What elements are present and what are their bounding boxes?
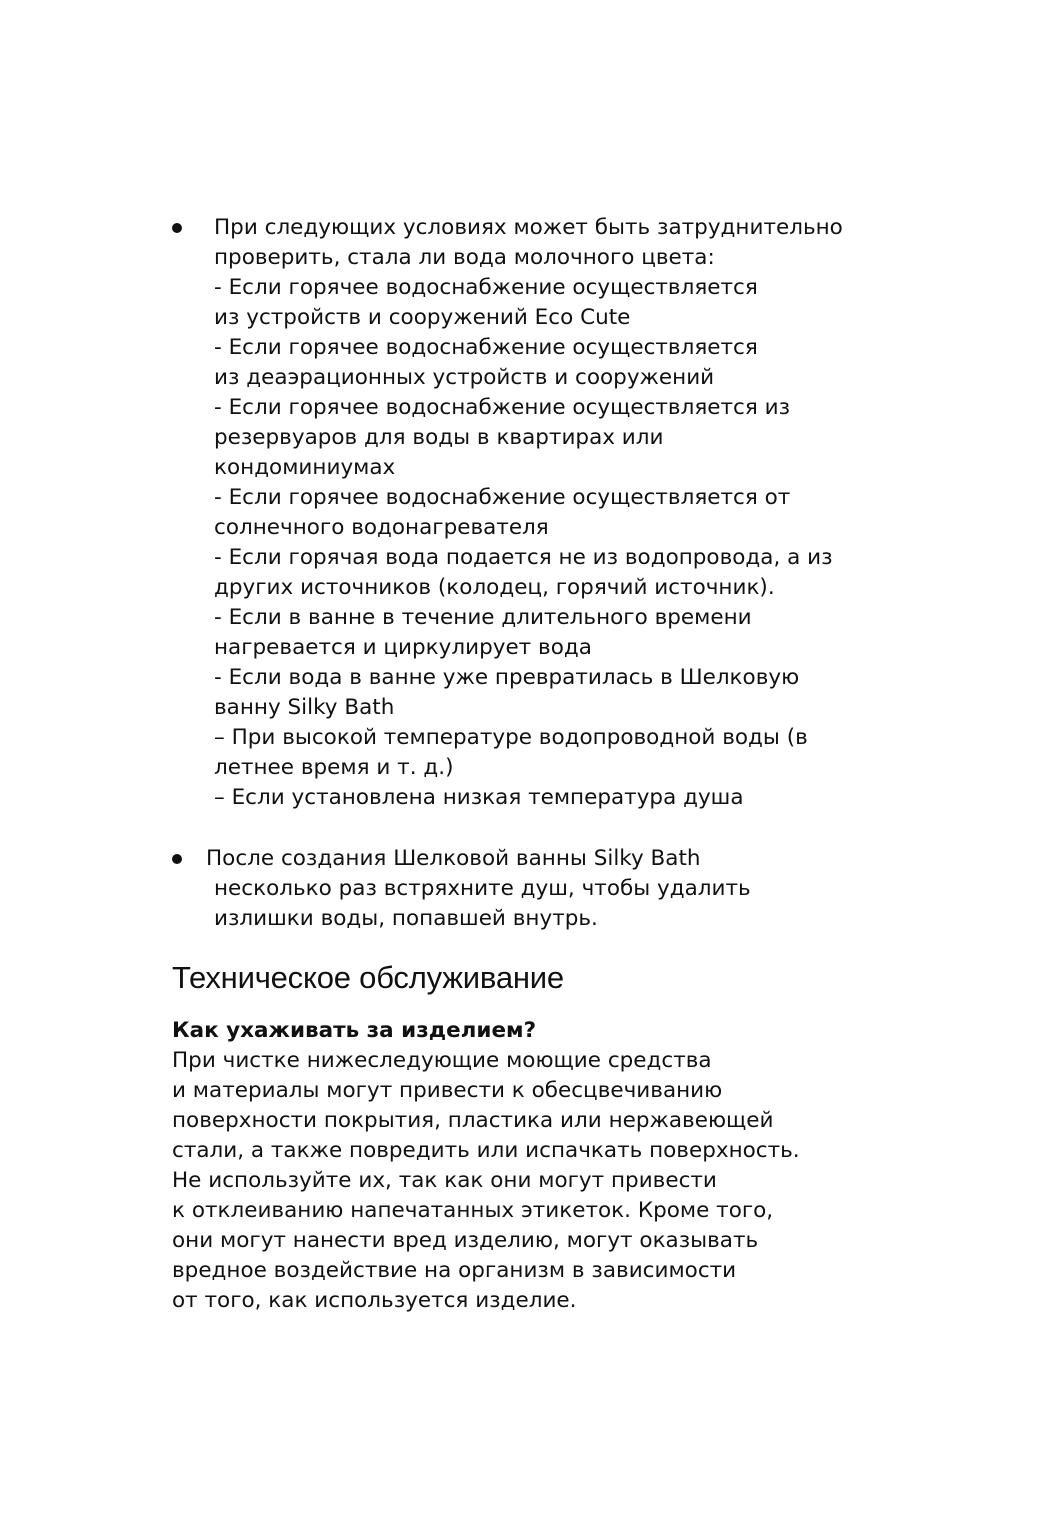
text-line: - Если горячее водоснабжение осуществляется из <box>214 395 791 420</box>
text-line: других источников (колодец, горячий источник). <box>214 575 775 600</box>
text-line: нагревается и циркулирует вода <box>214 635 592 660</box>
text-line: они могут нанести вред изделию, могут оказывать <box>172 1228 759 1253</box>
text-line: резервуаров для воды в квартирах или <box>214 425 664 450</box>
text-line: проверить, стала ли вода молочного цвета: <box>214 245 715 270</box>
text-line: несколько раз встряхните душ, чтобы удалить <box>214 876 751 901</box>
text-line: Не используйте их, так как они могут привести <box>172 1168 717 1193</box>
text-line: кондоминиумах <box>214 455 396 480</box>
text-line: и материалы могут привести к обесцвечиванию <box>172 1078 723 1103</box>
text-line: вредное воздействие на организм в зависимости <box>172 1258 737 1283</box>
section-subheading: Как ухаживать за изделием? <box>172 1018 537 1043</box>
text-line: - Если горячее водоснабжение осуществляется <box>214 275 758 300</box>
bullet-icon <box>172 854 182 864</box>
text-line: из устройств и сооружений Eco Cute <box>214 305 631 330</box>
text-line: - Если горячее водоснабжение осуществляется от <box>214 485 791 510</box>
text-line: - Если вода в ванне уже превратилась в Шелковую <box>214 665 800 690</box>
text-line: - Если горячая вода подается не из водопровода, а из <box>214 545 833 570</box>
text-line: – При высокой температуре водопроводной воды (в <box>214 725 808 750</box>
text-line: летнее время и т. д.) <box>214 755 454 780</box>
text-line: поверхности покрытия, пластика или нержавеющей <box>172 1108 774 1133</box>
text-line: – Если установлена низкая температура душа <box>214 785 744 810</box>
text-line: - Если горячее водоснабжение осуществляется <box>214 335 758 360</box>
text-line: При следующих условиях может быть затруднительно <box>214 215 843 240</box>
text-line: При чистке нижеследующие моющие средства <box>172 1048 712 1073</box>
text-line: ванну Silky Bath <box>214 695 395 720</box>
text-line: солнечного водонагревателя <box>214 515 549 540</box>
section-heading: Техническое обслуживание <box>172 960 564 995</box>
text-line: к отклеиванию напечатанных этикеток. Кроме того, <box>172 1198 774 1223</box>
text-line: излишки воды, попавшей внутрь. <box>214 906 598 931</box>
bullet-icon <box>172 223 182 233</box>
text-line: стали, а также повредить или испачкать поверхность. <box>172 1138 800 1163</box>
text-line: - Если в ванне в течение длительного времени <box>214 605 752 630</box>
text-line: После создания Шелковой ванны Silky Bath <box>206 846 701 871</box>
text-line: от того, как используется изделие. <box>172 1288 577 1313</box>
text-line: из деаэрационных устройств и сооружений <box>214 365 715 390</box>
